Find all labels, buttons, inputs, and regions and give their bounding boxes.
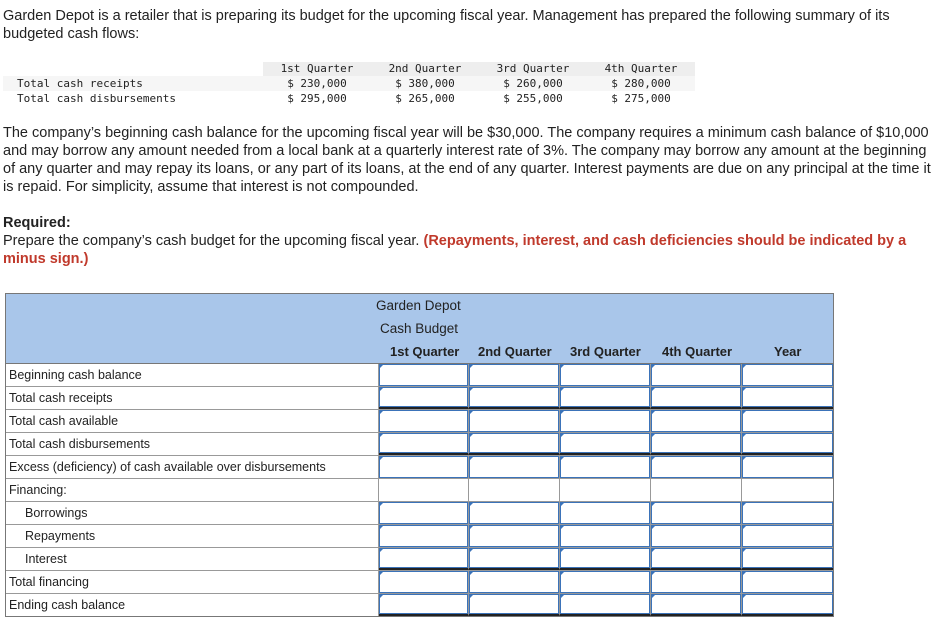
budget-row-label: Total cash receipts [6,387,379,409]
summary-row-receipts [3,76,695,91]
budget-input-cell[interactable] [651,594,742,616]
budget-input-cell[interactable] [469,525,560,547]
budget-input-cell[interactable] [379,571,470,593]
budget-row-label: Total financing [6,571,379,593]
budget-input-cell[interactable] [651,433,742,455]
budget-input-cell[interactable] [742,410,833,432]
required-text: Prepare the company’s cash budget for the upcoming fiscal year. [3,233,420,249]
cash-flow-summary-table [3,62,695,106]
budget-input-cell[interactable] [742,502,833,524]
cash-budget-header [6,294,833,364]
budget-input-cell[interactable] [560,410,651,432]
summary-header-q3: 3rd Quarter [479,62,587,76]
budget-input-cell[interactable] [379,525,470,547]
budget-input-cell[interactable] [651,387,742,409]
column-header-q2: 2nd Quarter [478,344,552,359]
budget-input-cell[interactable] [560,594,651,616]
budget-input-cell[interactable] [651,525,742,547]
column-header-q4: 4th Quarter [662,344,733,359]
summary-cell: $ 280,000 [611,77,671,90]
budget-row [6,525,833,548]
budget-row-label: Ending cash balance [6,594,379,616]
budget-input-cell[interactable] [469,364,560,386]
budget-input-cell[interactable] [379,594,470,616]
budget-row-label: Total cash disbursements [6,433,379,455]
column-header-q3: 3rd Quarter [570,344,641,359]
budget-row [6,502,833,525]
budget-input-cell[interactable] [742,525,833,547]
budget-row-label: Excess (deficiency) of cash available over disbursements [6,456,379,478]
budget-input-cell[interactable] [560,571,651,593]
budget-input-cell[interactable] [651,410,742,432]
budget-empty-cell [651,479,742,501]
budget-input-cell[interactable] [379,456,470,478]
budget-empty-cell [379,479,470,501]
budget-input-cell[interactable] [469,410,560,432]
budget-input-cell[interactable] [469,456,560,478]
budget-input-cell[interactable] [742,571,833,593]
company-name: Garden Depot [376,298,461,313]
summary-cell: $ 265,000 [395,92,455,105]
budget-input-cell[interactable] [651,571,742,593]
cash-budget-body [6,364,833,616]
summary-row-label: Total cash disbursements [17,92,176,105]
budget-row [6,410,833,433]
summary-row-disbursements [3,91,695,106]
budget-input-cell[interactable] [651,456,742,478]
budget-input-cell[interactable] [469,433,560,455]
budget-input-cell[interactable] [469,548,560,570]
budget-empty-cell [560,479,651,501]
budget-input-cell[interactable] [560,502,651,524]
budget-row-label: Interest [6,548,379,570]
budget-row-label: Repayments [6,525,379,547]
budget-row [6,387,833,410]
budget-row [6,456,833,479]
budget-row [6,479,833,502]
required-heading: Required: [3,215,71,231]
budget-row-label: Beginning cash balance [6,364,379,386]
budget-input-cell[interactable] [379,364,470,386]
summary-header-q1: 1st Quarter [263,62,371,76]
budget-input-cell[interactable] [469,594,560,616]
summary-cell: $ 260,000 [503,77,563,90]
budget-row [6,433,833,456]
budget-row-label: Financing: [6,479,379,501]
cash-budget-table [5,293,834,617]
summary-cell: $ 380,000 [395,77,455,90]
budget-input-cell[interactable] [560,433,651,455]
budget-input-cell[interactable] [379,433,470,455]
summary-cell: $ 275,000 [611,92,671,105]
budget-title: Cash Budget [380,321,459,336]
budget-input-cell[interactable] [469,502,560,524]
budget-row [6,594,833,616]
budget-input-cell[interactable] [651,548,742,570]
budget-input-cell[interactable] [469,387,560,409]
budget-input-cell[interactable] [560,525,651,547]
problem-text: The company’s beginning cash balance for the upcoming fiscal year will be $30,000. The company requires a minimum cash balance of $10,000 and may borrow any amount needed from a local bank at a quarterly interest rate of 3%. The company may borrow any amount at the beginning of any quarter and may repay its loans, or any part of its loans, at the end of any quarter. Interest payments are due on any principal at the time it is repaid. For simplicity, assume that interest is not compounded. [3,125,931,195]
intro-text: Garden Depot is a retailer that is preparing its budget for the upcoming fiscal year. Management has prepared the following summary of its budgeted cash flows: [3,8,890,42]
column-header-year: Year [774,344,802,359]
summary-cell: $ 230,000 [287,77,347,90]
budget-input-cell[interactable] [379,387,470,409]
summary-header-q4: 4th Quarter [587,62,695,76]
required-instructions [3,232,937,268]
required-note: (Repayments, interest, and cash deficiencies should be indicated by a minus sign.) [3,233,907,267]
summary-header-q2: 2nd Quarter [371,62,479,76]
budget-input-cell[interactable] [742,387,833,409]
budget-empty-cell [742,479,833,501]
budget-input-cell[interactable] [742,548,833,570]
budget-empty-cell [469,479,560,501]
budget-row-label: Total cash available [6,410,379,432]
budget-input-cell[interactable] [379,410,470,432]
budget-input-cell[interactable] [742,433,833,455]
summary-row-label: Total cash receipts [17,77,143,90]
column-header-q1: 1st Quarter [390,344,460,359]
budget-input-cell[interactable] [742,456,833,478]
budget-row-label: Borrowings [6,502,379,524]
summary-cell: $ 255,000 [503,92,563,105]
budget-input-cell[interactable] [651,364,742,386]
budget-input-cell[interactable] [560,387,651,409]
budget-input-cell[interactable] [742,364,833,386]
budget-input-cell[interactable] [379,502,470,524]
budget-row [6,364,833,387]
budget-input-cell[interactable] [742,594,833,616]
budget-row [6,548,833,571]
budget-input-cell[interactable] [560,456,651,478]
budget-input-cell[interactable] [379,548,470,570]
summary-cell: $ 295,000 [287,92,347,105]
budget-input-cell[interactable] [560,548,651,570]
budget-input-cell[interactable] [469,571,560,593]
budget-input-cell[interactable] [651,502,742,524]
budget-input-cell[interactable] [560,364,651,386]
budget-row [6,571,833,594]
